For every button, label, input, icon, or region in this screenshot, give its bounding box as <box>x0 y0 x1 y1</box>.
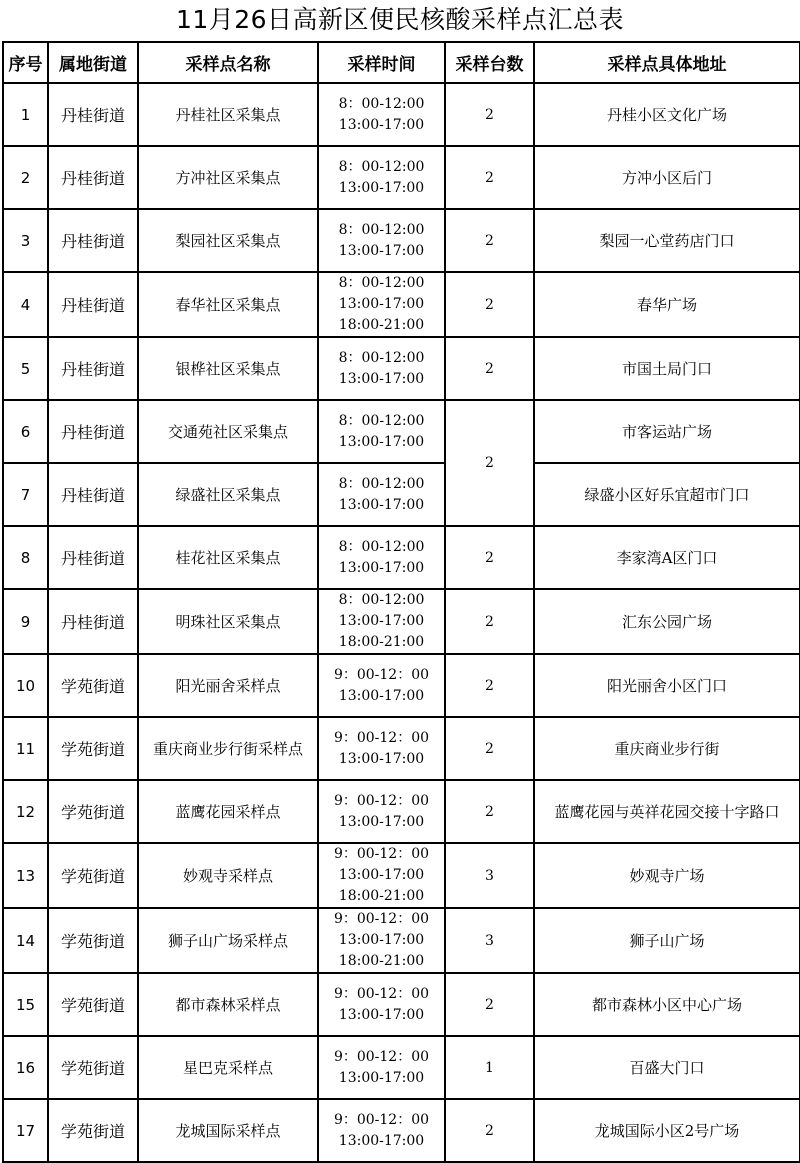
time-slot: 13:00-17:00 <box>338 813 425 830</box>
time-slot: 13:00-17:00 <box>338 1006 425 1023</box>
table-row <box>3 146 800 209</box>
row-address: 都市森林小区中心广场 <box>534 973 800 1036</box>
table-row <box>3 1036 800 1099</box>
row-address: 妙观寺广场 <box>534 843 800 908</box>
time-slot: 13:00-17:00 <box>338 1132 425 1149</box>
table-row <box>3 83 800 146</box>
table-body <box>3 83 800 1162</box>
row-number: 9 <box>3 589 48 654</box>
time-slot: 13:00-17:00 <box>338 116 425 133</box>
time-slot: 8：00-12:00 <box>338 158 425 175</box>
time-slot: 18:00-21:00 <box>338 317 425 333</box>
time-slot: 8：00-12:00 <box>338 475 425 492</box>
row-street: 学苑街道 <box>48 1036 138 1099</box>
row-site-name: 龙城国际采样点 <box>138 1099 318 1162</box>
row-site-name: 阳光丽舍采样点 <box>138 654 318 717</box>
row-sampling-time <box>318 83 445 146</box>
time-slot: 13:00-17:00 <box>338 370 425 387</box>
row-street: 丹桂街道 <box>48 526 138 589</box>
header-address: 采样点具体地址 <box>534 42 800 83</box>
row-site-name: 明珠社区采集点 <box>138 589 318 654</box>
table-row <box>3 272 800 337</box>
row-number: 5 <box>3 337 48 400</box>
table-row <box>3 717 800 780</box>
header-site-name: 采样点名称 <box>138 42 318 83</box>
table-row <box>3 209 800 272</box>
time-slot: 9：00-12：00 <box>333 846 430 862</box>
time-slot: 8：00-12:00 <box>338 221 425 238</box>
row-number: 14 <box>3 908 48 973</box>
table-row <box>3 463 800 526</box>
time-slot: 13:00-17:00 <box>338 687 425 704</box>
header-no: 序号 <box>3 42 48 83</box>
time-slot: 13:00-17:00 <box>338 296 425 312</box>
row-address: 龙城国际小区2号广场 <box>534 1099 800 1162</box>
row-number: 2 <box>3 146 48 209</box>
row-site-name: 妙观寺采样点 <box>138 843 318 908</box>
row-number: 7 <box>3 463 48 526</box>
row-street: 丹桂街道 <box>48 209 138 272</box>
table-row <box>3 337 800 400</box>
row-station-count: 2 <box>445 717 534 780</box>
row-address: 丹桂小区文化广场 <box>534 83 800 146</box>
row-site-name: 重庆商业步行街采样点 <box>138 717 318 780</box>
row-number: 8 <box>3 526 48 589</box>
row-sampling-time <box>318 146 445 209</box>
time-slot: 18:00-21:00 <box>338 634 425 650</box>
row-address: 阳光丽舍小区门口 <box>534 654 800 717</box>
row-sampling-time <box>318 908 445 973</box>
row-street: 学苑街道 <box>48 843 138 908</box>
row-number: 1 <box>3 83 48 146</box>
time-slot: 13:00-17:00 <box>338 433 425 450</box>
row-sampling-time <box>318 654 445 717</box>
row-site-name: 都市森林采样点 <box>138 973 318 1036</box>
row-station-count: 3 <box>445 843 534 908</box>
row-sampling-time <box>318 209 445 272</box>
time-slot: 8：00-12:00 <box>338 412 425 429</box>
time-slot: 13:00-17:00 <box>338 750 425 767</box>
row-site-name: 狮子山广场采样点 <box>138 908 318 973</box>
row-site-name: 交通苑社区采集点 <box>138 400 318 463</box>
header-station-count: 采样台数 <box>445 42 534 83</box>
time-slot: 13:00-17:00 <box>338 496 425 513</box>
row-address: 李家湾A区门口 <box>534 526 800 589</box>
row-station-count: 1 <box>445 1036 534 1099</box>
time-slot: 9：00-12：00 <box>333 729 430 746</box>
row-sampling-time <box>318 526 445 589</box>
header-sampling-time: 采样时间 <box>318 42 445 83</box>
table-row <box>3 654 800 717</box>
row-number: 11 <box>3 717 48 780</box>
row-address: 汇东公园广场 <box>534 589 800 654</box>
row-sampling-time <box>318 973 445 1036</box>
row-number: 15 <box>3 973 48 1036</box>
time-slot: 13:00-17:00 <box>338 559 425 576</box>
row-sampling-time <box>318 272 445 337</box>
row-address: 绿盛小区好乐宜超市门口 <box>534 463 800 526</box>
row-site-name: 春华社区采集点 <box>138 272 318 337</box>
row-street: 丹桂街道 <box>48 337 138 400</box>
time-slot: 18:00-21:00 <box>338 953 425 969</box>
time-slot: 8：00-12:00 <box>338 95 425 112</box>
row-station-count: 2 <box>445 272 534 337</box>
time-slot: 8：00-12:00 <box>338 349 425 366</box>
row-sampling-time <box>318 1099 445 1162</box>
time-slot: 13:00-17:00 <box>338 179 425 196</box>
time-slot: 13:00-17:00 <box>338 867 425 883</box>
row-number: 12 <box>3 780 48 843</box>
table-row <box>3 1099 800 1162</box>
row-number: 17 <box>3 1099 48 1162</box>
row-street: 学苑街道 <box>48 717 138 780</box>
row-site-name: 蓝鹰花园采样点 <box>138 780 318 843</box>
row-number: 6 <box>3 400 48 463</box>
row-street: 学苑街道 <box>48 973 138 1036</box>
table-row <box>3 526 800 589</box>
row-station-count: 2 <box>445 780 534 843</box>
row-street: 丹桂街道 <box>48 589 138 654</box>
table-row <box>3 908 800 973</box>
time-slot: 9：00-12：00 <box>333 666 430 683</box>
row-address: 梨园一心堂药店门口 <box>534 209 800 272</box>
table-row <box>3 780 800 843</box>
row-site-name: 梨园社区采集点 <box>138 209 318 272</box>
time-slot: 8：00-12:00 <box>338 275 425 291</box>
time-slot: 9：00-12：00 <box>333 985 430 1002</box>
row-address: 狮子山广场 <box>534 908 800 973</box>
time-slot: 8：00-12:00 <box>338 592 425 608</box>
header-street: 属地街道 <box>48 42 138 83</box>
row-address: 重庆商业步行街 <box>534 717 800 780</box>
row-street: 丹桂街道 <box>48 83 138 146</box>
row-station-count: 2 <box>445 526 534 589</box>
row-sampling-time <box>318 400 445 463</box>
row-number: 16 <box>3 1036 48 1099</box>
row-number: 4 <box>3 272 48 337</box>
time-slot: 8：00-12:00 <box>338 538 425 555</box>
table-row <box>3 589 800 654</box>
row-address: 市客运站广场 <box>534 400 800 463</box>
time-slot: 9：00-12：00 <box>333 911 430 927</box>
row-street: 学苑街道 <box>48 908 138 973</box>
table-row <box>3 843 800 908</box>
row-station-count: 2 <box>445 973 534 1036</box>
time-slot: 13:00-17:00 <box>338 242 425 259</box>
row-street: 学苑街道 <box>48 1099 138 1162</box>
time-slot: 9：00-12：00 <box>333 1111 430 1128</box>
row-street: 丹桂街道 <box>48 272 138 337</box>
row-sampling-time <box>318 717 445 780</box>
row-station-count: 2 <box>445 654 534 717</box>
time-slot: 18:00-21:00 <box>338 888 425 904</box>
row-station-count: 3 <box>445 908 534 973</box>
time-slot: 13:00-17:00 <box>338 613 425 629</box>
row-street: 丹桂街道 <box>48 463 138 526</box>
row-number: 10 <box>3 654 48 717</box>
row-street: 丹桂街道 <box>48 400 138 463</box>
row-street: 丹桂街道 <box>48 146 138 209</box>
time-slot: 9：00-12：00 <box>333 1048 430 1065</box>
time-slot: 13:00-17:00 <box>338 932 425 948</box>
row-address: 方冲小区后门 <box>534 146 800 209</box>
row-site-name: 丹桂社区采集点 <box>138 83 318 146</box>
row-site-name: 方冲社区采集点 <box>138 146 318 209</box>
row-address: 市国土局门口 <box>534 337 800 400</box>
row-sampling-time <box>318 780 445 843</box>
row-street: 学苑街道 <box>48 654 138 717</box>
row-station-count: 2 <box>445 83 534 146</box>
row-address: 蓝鹰花园与英祥花园交接十字路口 <box>534 780 800 843</box>
row-address: 春华广场 <box>534 272 800 337</box>
row-street: 学苑街道 <box>48 780 138 843</box>
row-sampling-time <box>318 589 445 654</box>
row-sampling-time <box>318 463 445 526</box>
row-station-count: 2 <box>445 337 534 400</box>
time-slot: 13:00-17:00 <box>338 1069 425 1086</box>
row-station-count: 2 <box>445 589 534 654</box>
row-station-count: 2 <box>445 146 534 209</box>
row-site-name: 星巴克采样点 <box>138 1036 318 1099</box>
row-sampling-time <box>318 1036 445 1099</box>
row-address: 百盛大门口 <box>534 1036 800 1099</box>
row-site-name: 绿盛社区采集点 <box>138 463 318 526</box>
row-station-count: 2 <box>445 1099 534 1162</box>
table-row <box>3 973 800 1036</box>
table-header-row <box>3 42 800 83</box>
row-number: 3 <box>3 209 48 272</box>
table-row <box>3 400 800 463</box>
row-site-name: 桂花社区采集点 <box>138 526 318 589</box>
sampling-sites-table <box>2 41 800 1163</box>
row-sampling-time <box>318 843 445 908</box>
row-sampling-time <box>318 337 445 400</box>
row-number: 13 <box>3 843 48 908</box>
row-site-name: 银桦社区采集点 <box>138 337 318 400</box>
time-slot: 9：00-12：00 <box>333 792 430 809</box>
row-station-count: 2 <box>445 400 534 526</box>
page-title: 11月26日高新区便民核酸采样点汇总表 <box>175 5 625 34</box>
row-station-count: 2 <box>445 209 534 272</box>
